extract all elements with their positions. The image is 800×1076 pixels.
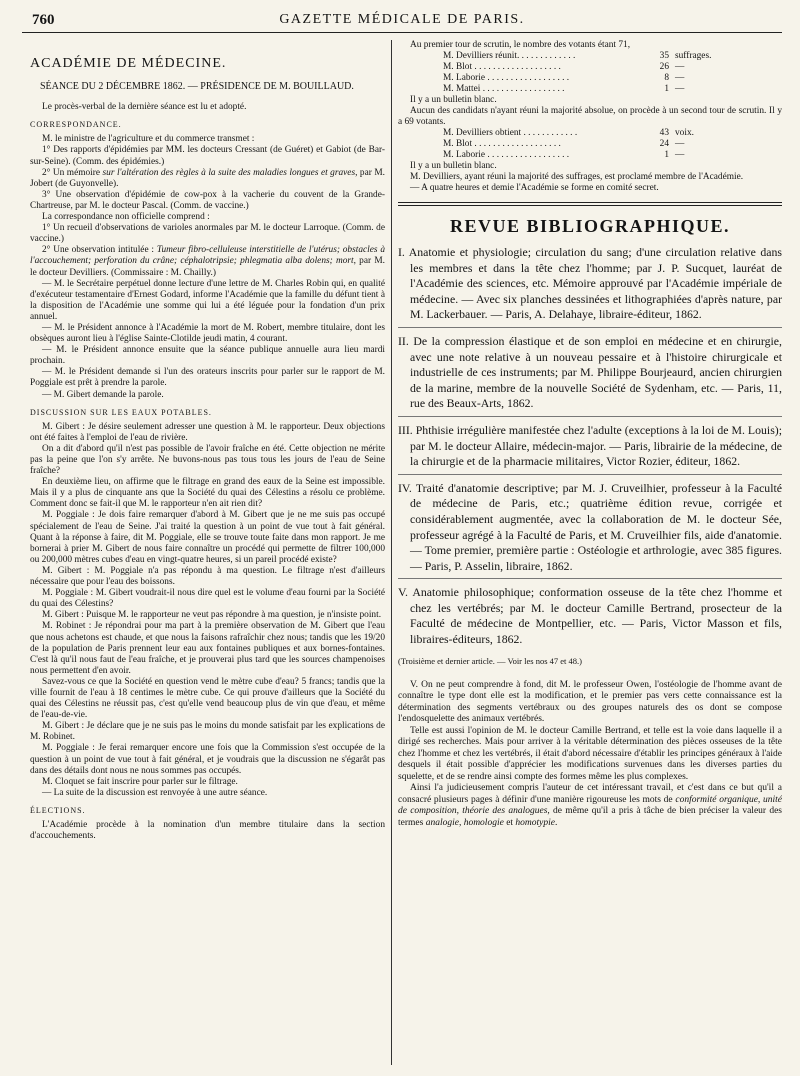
vote-row [398, 51, 782, 62]
vote-count: 1 [664, 150, 669, 160]
bibliography-entry: V. Anatomie philosophique; conformation osseuse de la tête chez l'homme et chez les vertébrés; par M. le docteur Camille Bertrand, prosecteur de la Faculté de médecine de Montpellier, etc. — Paris, Victor Masson et fils, libraires-éditeurs, 1862. [398, 585, 782, 647]
vote-count: 35 [659, 51, 669, 61]
paragraph: M. Gibert : Je désire seulement adresser une question à M. le rapporteur. Deux objections ont été faites à l'emploi de l'eau de rivière. [30, 421, 385, 443]
vote-count: 26 [659, 62, 669, 72]
italic-title: sur l'altération des règles à la suite des maladies longues et graves [102, 167, 356, 178]
candidate-name: M. Devilliers obtient . . . . . . . . . . . . [443, 128, 578, 138]
bibliography-entry: IV. Traité d'anatomie descriptive; par M. J. Cruveilhier, professeur à la Faculté de médecine de Paris, etc.; quatrième édition revue, corrigée et considérablement augmentée, avec la collaboration de M. le docteur Sée, professeur agrégé à la Faculté de Paris, et M. Cruveilhier fils, aide d'anatomie. — Tome premier, première partie : Ostéologie et arthrologie, avec 385 figures. — Paris, P. Asselin, libraire, 1862. [398, 480, 782, 573]
italic-terms: analogie, homologie [425, 817, 504, 828]
paragraph: M. Gibert : M. Poggiale n'a pas répondu à ma question. Le filtrage n'est d'ailleurs nécessaire que pour l'eau des boissons. [30, 565, 385, 588]
vote-count: 24 [659, 139, 669, 149]
paragraph: M. Gibert : Puisque M. le rapporteur ne veut pas répondre à ma question, je n'insiste point. [42, 610, 382, 621]
page-number: 760 [32, 12, 55, 28]
correspondence-heading: CORRESPONDANCE. [30, 120, 122, 130]
journal-title: GAZETTE MÉDICALE DE PARIS. [279, 12, 525, 27]
candidate-name: M. Mattei . . . . . . . . . . . . . . . . . . [443, 84, 565, 94]
elections-heading: ÉLECTIONS. [30, 805, 86, 815]
paragraph: On a dit d'abord qu'il n'est pas possible de l'avoir fraîche en été. Cette objection ne mérite pas la peine que l'on s'y arrête. Ne buvons-nous pas tous tous les jours de l'eau de Seine fraîche? [30, 443, 385, 477]
second-round-results [398, 128, 782, 161]
paragraph: — M. Gibert demande la parole. [42, 389, 164, 400]
text-span: Ainsi l'a judicieusement compris l'auteur de cet intéressant travail, et c'est dans ce but qu'il a consacré plusieurs pages à définir d'une manière rigoureuse les mots de [398, 783, 782, 805]
paragraph: V. On ne peut comprendre à fond, dit M. le professeur Owen, l'ostéologie de l'homme avant de connaître le type dont elle est la modification, et le premier pas vers cette connaissance est la détermination des segments vertébraux ou des groupes naturels des os dont se compose l'endosquelette des animaux vertébrés. [398, 679, 782, 725]
article-note: (Troisième et dernier article. — Voir les nos 47 et 48.) [398, 655, 582, 666]
column-divider [391, 40, 392, 1065]
bibliography-entry: II. De la compression élastique et de son emploi en médecine et en chirurgie, avec une note relative à un nouveau pessaire et à l'histoire chirurgicale et industrielle de ces instruments; par M. Philippe Bourjeaurd, ancien chirurgien de la marine, membre de la nouvelle Société de Sydenham, etc. — Paris, 11, rue des Beaux-Arts, 1862. [398, 333, 782, 411]
paragraph: — M. le Président annonce à l'Académie la mort de M. Robert, membre titulaire, dont les obsèques auront lieu à l'église Sainte-Clotilde jeudi matin, 4 courant. [30, 322, 385, 345]
text-span: . [555, 817, 558, 828]
vote-row [398, 84, 782, 95]
paragraph: — La suite de la discussion est renvoyée à une autre séance. [42, 787, 268, 798]
discussion-heading: DISCUSSION SUR LES EAUX POTABLES. [30, 407, 212, 417]
paragraph: Telle est aussi l'opinion de M. le docteur Camille Bertrand, et telle est la voie dans laquelle il a dirigé ses recherches. Mais pour arriver à la véritable détermination des pièces osseuses de la tête chez l'homme et chez les vertébrés, il était d'abord nécessaire d'établir les principes généraux à l'aide desquels il était possible d'apprécier les modifications survenues dans les diverses parties du squelette, et de se rendre ainsi compte des formes même les plus complexes. [398, 725, 782, 782]
paragraph: M. Poggiale : Je dois faire remarquer d'abord à M. Gibert que je ne me suis pas occupé spécialement de l'eau de Seine. J'ai traité la question à un point de vue tout à fait général. Quant à la réponse à faire, dit M. Poggiale, elle se trouve toute faite dans mon rapport. Je me bornerai à prier M. Gibert de nous faire connaître un procédé qui permette de filtrer 100,000 ou 200,000 mètres cubes d'eau en vingt-quatre heures, si un pareil procédé existe? [30, 510, 385, 565]
text-span: , par M. Jobert (de Guyonvelle). [30, 167, 385, 189]
vote-count: 43 [659, 128, 669, 138]
text-span: , par M. le docteur Devilliers. (Commissaire : M. Chailly.) [30, 256, 385, 278]
vote-suffix: — [675, 84, 685, 94]
vote-row [398, 139, 782, 150]
candidate-name: M. Laborie . . . . . . . . . . . . . . . . . . [443, 150, 570, 160]
paragraph: L'Académie procède à la nomination d'un membre titulaire dans la section d'accouchements. [30, 820, 385, 842]
minutes-paragraph: Le procès-verbal de la dernière séance est lu et adopté. [42, 102, 247, 113]
vote-row [398, 150, 782, 161]
entry-separator [398, 474, 782, 475]
italic-terms: conformité organique, unité de composition, théorie des analogues [398, 794, 782, 817]
paragraph: Aucun des candidats n'ayant réuni la majorité absolue, on procède à un second tour de scrutin. Il y a 69 votants. [398, 106, 782, 127]
vote-row [398, 73, 782, 84]
double-rule [398, 205, 782, 206]
candidate-name: M. Blot . . . . . . . . . . . . . . . . . . . [443, 62, 561, 72]
entry-separator [398, 578, 782, 579]
bibliography-entry: I. Anatomie et physiologie; circulation du sang; d'une circulation relative dans les membres et dans la tête chez l'homme; par J. P. Sucquet, lauréat de l'Académie des sciences, etc. Mémoire approuvé par l'Académie impériale de médecine. — Avec six planches dessinées et lithographiées d'après nature, par M. Lackerbauer. — Paris, A. Delahaye, libraire-éditeur, 1862. [398, 245, 782, 322]
paragraph: M. Devilliers, ayant réuni la majorité des suffrages, est proclamé membre de l'Académie. [410, 172, 744, 182]
vote-count: 8 [664, 73, 669, 83]
text-span: 2° Un mémoire [42, 167, 103, 178]
text-span: et [503, 817, 516, 828]
text-span: , de même qu'il a pris à tâche de bien préciser la valeur des termes [398, 806, 782, 828]
academy-title: ACADÉMIE DE MÉDECINE. [30, 56, 227, 71]
italic-terms: homotypie [515, 817, 555, 828]
vote-row [398, 128, 782, 139]
right-column [398, 40, 782, 1070]
paragraph: La correspondance non officielle comprend : [42, 212, 210, 223]
paragraph: M. Robinet : Je répondrai pour ma part à la première observation de M. Gibert que l'eau que nous achetons est chaude, et que nous la faisons rafraîchir chez nous; tandis que les 19/20 de la population de Paris prennent leur eau aux fontaines publiques et aux bornes-fontaines. C'est là qu'il nous faut de l'eau fraîche, et je prouverai plus tard que les sources champenoises nous permettent d'en avoir. [30, 621, 385, 676]
vote-suffix: suffrages. [675, 51, 712, 61]
candidate-name: M. Devilliers réunit. . . . . . . . . . . . . [443, 51, 576, 61]
vote-suffix: — [675, 150, 685, 160]
vote-row [398, 62, 782, 73]
paragraph: M. Cloquet se fait inscrire pour parler sur le filtrage. [42, 776, 238, 787]
double-rule [398, 202, 782, 203]
paragraph: Savez-vous ce que la Société en question vend le mètre cube d'eau? 5 francs; tandis que la ville fournit de l'eau à 18 centimes le mètre cube. Ce qui prouve d'ailleurs que la Société du quai des Célestins ne réussit pas, c'est qu'elle vend beaucoup plus de vin que d'eau, et même de l'eau-de-vie. [30, 676, 385, 721]
bibliography-list [398, 245, 782, 648]
review-body [398, 680, 782, 830]
candidate-name: M. Laborie . . . . . . . . . . . . . . . . . . [443, 73, 570, 83]
vote-suffix: — [675, 73, 685, 83]
paragraph: — M. le Président annonce ensuite que la séance publique annuelle aura lieu mardi prochain. [30, 345, 385, 367]
section-title: REVUE BIBLIOGRAPHIQUE. [449, 216, 731, 236]
paragraph [30, 168, 385, 190]
paragraph: Au premier tour de scrutin, le nombre des votants étant 71, [410, 40, 631, 50]
vote-suffix: — [675, 62, 685, 72]
text-span: 2° Une observation intitulée : [42, 245, 157, 256]
bibliography-entry: III. Phthisie irrégulière manifestée chez l'adulte (exceptions à la loi de M. Louis); par M. le docteur Allaire, médecin-major. — Paris, librairie de la médecine, de la chirurgie et de la pharmacie militaires, Victor Rozier, éditeur, 1862. [398, 422, 782, 469]
paragraph: — M. le Secrétaire perpétuel donne lecture d'une lettre de M. Charles Robin qui, en qualité d'exécuteur testamentaire d'Ernest Godard, informe l'Académie que la famille du défunt tient à la disposition de l'Académie une somme qui lui a été léguée pour la fondation d'un prix annuel. [30, 278, 385, 322]
paragraph [30, 245, 385, 278]
candidate-name: M. Blot . . . . . . . . . . . . . . . . . . . [443, 139, 561, 149]
page-header [22, 6, 782, 33]
entry-separator [398, 416, 782, 417]
left-column [30, 40, 385, 1070]
first-round-results [398, 51, 782, 95]
italic-title: Tumeur fibro-celluleuse interstitielle de l'utérus; obstacles à l'accouchement; perforation du crâne; céphalotripsie; phlegmatia alba dolens; mort [30, 245, 385, 267]
paragraph: Il y a un bulletin blanc. [410, 161, 497, 171]
paragraph: — A quatre heures et demie l'Académie se forme en comité secret. [410, 183, 659, 193]
paragraph [398, 783, 782, 829]
paragraph: 1° Un recueil d'observations de varioles anormales par M. le docteur Larroque. (Comm. de vaccine.) [30, 223, 385, 245]
paragraph: Il y a un bulletin blanc. [410, 95, 497, 105]
session-heading: SÉANCE DU 2 DÉCEMBRE 1862. — PRÉSIDENCE DE M. BOUILLAUD. [40, 81, 354, 93]
paragraph: 3° Une observation d'épidémie de cow-pox à la vacherie du couvent de la Grande-Chartreuse, par M. le docteur Pascal. (Comm. de vaccine.) [30, 189, 385, 211]
paragraph: En deuxième lieu, on affirme que le filtrage en grand des eaux de la Seine est impossible. Mais il y a plus de cinquante ans que la Société du quai des Célestins a résolu ce problème. Comment donc se fait-il que M. le rapporteur n'en ait rien dit? [30, 477, 385, 510]
vote-suffix: — [675, 139, 685, 149]
paragraph: — M. le Président demande si l'un des orateurs inscrits pour parler sur le rapport de M. Poggiale est prêt à prendre la parole. [30, 367, 385, 389]
vote-count: 1 [664, 84, 669, 94]
election-results [398, 40, 782, 194]
paragraph: M. Poggiale : Je ferai remarquer encore une fois que la Commission s'est occupée de la question à un point de vue tout à fait général, et je voudrais que la discussion ne s'égarât pas dans des détails dont nous ne nous sommes pas occupés. [30, 743, 385, 776]
paragraph: M. Gibert : Je déclare que je ne suis pas le moins du monde satisfait par les explications de M. Robinet. [30, 721, 385, 743]
entry-separator [398, 327, 782, 328]
paragraph: 1° Des rapports d'épidémies par MM. les docteurs Cressant (de Guéret) et Gabiot (de Bar-sur-Seine). (Comm. des épidémies.) [30, 145, 385, 167]
paragraph: M. le ministre de l'agriculture et du commerce transmet : [42, 134, 255, 145]
vote-suffix: voix. [675, 128, 694, 138]
paragraph: M. Poggiale : M. Gibert voudrait-il nous dire quel est le volume d'eau fourni par la Société du quai des Célestins? [30, 588, 385, 610]
